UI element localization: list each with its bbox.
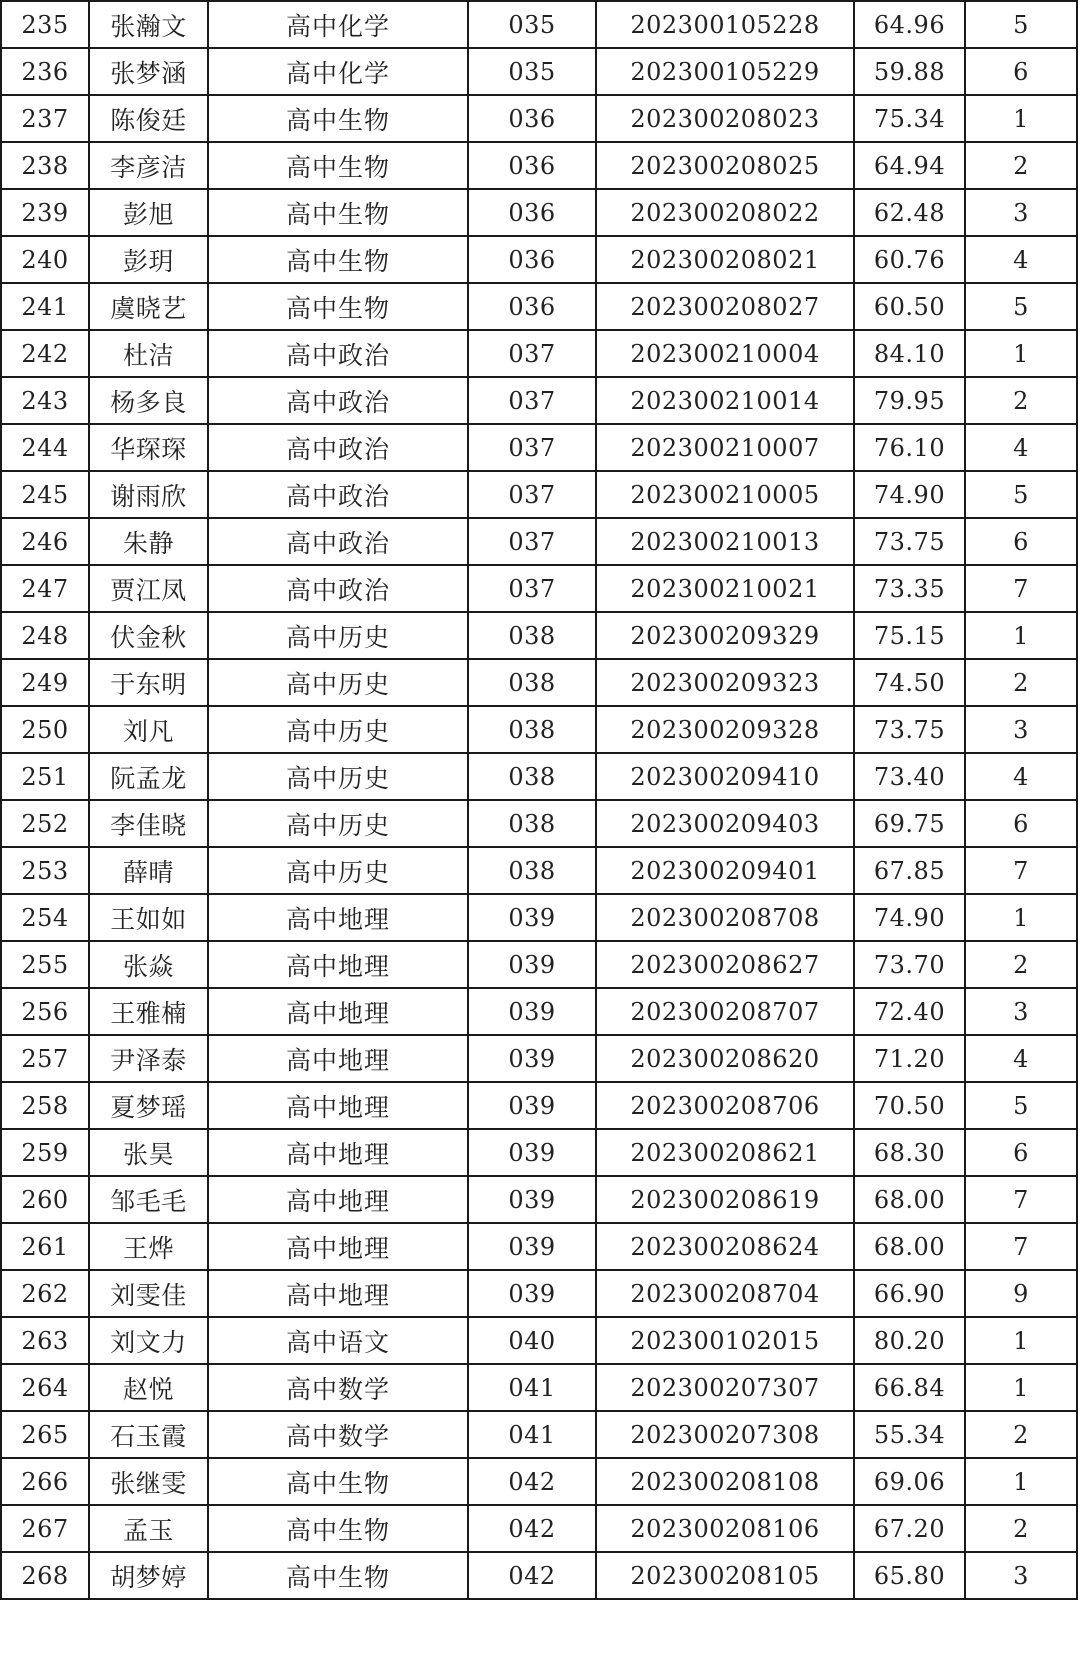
cell-position-code: 037 [468, 377, 596, 424]
cell-rank: 6 [965, 48, 1077, 95]
cell-exam-id: 202300208620 [596, 1035, 854, 1082]
cell-rank: 5 [965, 471, 1077, 518]
table-row [1, 95, 1077, 142]
cell-position-code: 036 [468, 189, 596, 236]
cell-score: 74.50 [854, 659, 965, 706]
cell-exam-id: 202300208027 [596, 283, 854, 330]
cell-name: 张瀚文 [89, 1, 208, 48]
table-row [1, 330, 1077, 377]
cell-exam-id: 202300208022 [596, 189, 854, 236]
cell-score: 60.50 [854, 283, 965, 330]
cell-name: 石玉霞 [89, 1411, 208, 1458]
cell-exam-id: 202300210021 [596, 565, 854, 612]
cell-score: 73.40 [854, 753, 965, 800]
table-row [1, 1317, 1077, 1364]
cell-name: 杜洁 [89, 330, 208, 377]
cell-seq-no: 261 [1, 1223, 89, 1270]
cell-seq-no: 251 [1, 753, 89, 800]
cell-subject: 高中地理 [208, 1082, 468, 1129]
cell-name: 李彦洁 [89, 142, 208, 189]
cell-position-code: 036 [468, 236, 596, 283]
cell-name: 王如如 [89, 894, 208, 941]
cell-rank: 2 [965, 941, 1077, 988]
cell-subject: 高中语文 [208, 1317, 468, 1364]
cell-score: 75.15 [854, 612, 965, 659]
table-row [1, 1505, 1077, 1552]
cell-seq-no: 248 [1, 612, 89, 659]
cell-score: 55.34 [854, 1411, 965, 1458]
cell-name: 孟玉 [89, 1505, 208, 1552]
cell-exam-id: 202300208105 [596, 1552, 854, 1599]
cell-position-code: 041 [468, 1364, 596, 1411]
cell-name: 伏金秋 [89, 612, 208, 659]
cell-subject: 高中生物 [208, 142, 468, 189]
cell-position-code: 039 [468, 1176, 596, 1223]
cell-position-code: 039 [468, 988, 596, 1035]
cell-score: 75.34 [854, 95, 965, 142]
cell-exam-id: 202300210013 [596, 518, 854, 565]
cell-rank: 2 [965, 142, 1077, 189]
table-row [1, 988, 1077, 1035]
table-row [1, 424, 1077, 471]
cell-rank: 7 [965, 847, 1077, 894]
cell-seq-no: 257 [1, 1035, 89, 1082]
cell-score: 72.40 [854, 988, 965, 1035]
cell-exam-id: 202300208708 [596, 894, 854, 941]
cell-name: 夏梦瑶 [89, 1082, 208, 1129]
table-row [1, 1552, 1077, 1599]
cell-rank: 2 [965, 1505, 1077, 1552]
cell-seq-no: 260 [1, 1176, 89, 1223]
table-row [1, 612, 1077, 659]
cell-subject: 高中生物 [208, 236, 468, 283]
cell-seq-no: 245 [1, 471, 89, 518]
cell-rank: 5 [965, 1, 1077, 48]
cell-subject: 高中历史 [208, 612, 468, 659]
cell-name: 张梦涵 [89, 48, 208, 95]
cell-score: 68.30 [854, 1129, 965, 1176]
cell-name: 彭玥 [89, 236, 208, 283]
cell-position-code: 038 [468, 800, 596, 847]
cell-name: 刘文力 [89, 1317, 208, 1364]
cell-name: 邹毛毛 [89, 1176, 208, 1223]
cell-seq-no: 246 [1, 518, 89, 565]
cell-exam-id: 202300209323 [596, 659, 854, 706]
cell-score: 68.00 [854, 1223, 965, 1270]
cell-name: 刘凡 [89, 706, 208, 753]
cell-position-code: 042 [468, 1458, 596, 1505]
cell-score: 67.85 [854, 847, 965, 894]
cell-position-code: 037 [468, 471, 596, 518]
cell-seq-no: 268 [1, 1552, 89, 1599]
cell-name: 张昊 [89, 1129, 208, 1176]
table-row [1, 48, 1077, 95]
cell-name: 王烨 [89, 1223, 208, 1270]
cell-rank: 6 [965, 1129, 1077, 1176]
cell-name: 王雅楠 [89, 988, 208, 1035]
table-row [1, 1223, 1077, 1270]
cell-exam-id: 202300105228 [596, 1, 854, 48]
cell-exam-id: 202300208619 [596, 1176, 854, 1223]
cell-seq-no: 264 [1, 1364, 89, 1411]
cell-seq-no: 243 [1, 377, 89, 424]
cell-seq-no: 254 [1, 894, 89, 941]
cell-name: 陈俊廷 [89, 95, 208, 142]
cell-seq-no: 262 [1, 1270, 89, 1317]
cell-rank: 6 [965, 800, 1077, 847]
cell-position-code: 039 [468, 1035, 596, 1082]
cell-exam-id: 202300209410 [596, 753, 854, 800]
cell-name: 张焱 [89, 941, 208, 988]
cell-exam-id: 202300207307 [596, 1364, 854, 1411]
cell-exam-id: 202300208707 [596, 988, 854, 1035]
cell-seq-no: 241 [1, 283, 89, 330]
cell-subject: 高中地理 [208, 1176, 468, 1223]
cell-subject: 高中数学 [208, 1364, 468, 1411]
cell-subject: 高中化学 [208, 1, 468, 48]
cell-seq-no: 263 [1, 1317, 89, 1364]
cell-exam-id: 202300210014 [596, 377, 854, 424]
cell-rank: 2 [965, 377, 1077, 424]
cell-rank: 7 [965, 1176, 1077, 1223]
cell-exam-id: 202300208023 [596, 95, 854, 142]
cell-rank: 1 [965, 95, 1077, 142]
cell-subject: 高中生物 [208, 1505, 468, 1552]
table-row [1, 1270, 1077, 1317]
cell-score: 69.75 [854, 800, 965, 847]
table-row [1, 941, 1077, 988]
cell-subject: 高中地理 [208, 941, 468, 988]
cell-score: 73.75 [854, 518, 965, 565]
cell-name: 尹泽泰 [89, 1035, 208, 1082]
cell-rank: 9 [965, 1270, 1077, 1317]
cell-subject: 高中生物 [208, 95, 468, 142]
cell-seq-no: 250 [1, 706, 89, 753]
cell-position-code: 041 [468, 1411, 596, 1458]
cell-position-code: 038 [468, 753, 596, 800]
cell-position-code: 038 [468, 706, 596, 753]
cell-subject: 高中地理 [208, 1129, 468, 1176]
cell-rank: 5 [965, 283, 1077, 330]
cell-score: 69.06 [854, 1458, 965, 1505]
cell-exam-id: 202300102015 [596, 1317, 854, 1364]
cell-subject: 高中生物 [208, 189, 468, 236]
cell-subject: 高中政治 [208, 330, 468, 377]
cell-score: 74.90 [854, 471, 965, 518]
cell-seq-no: 256 [1, 988, 89, 1035]
cell-name: 张继雯 [89, 1458, 208, 1505]
cell-seq-no: 252 [1, 800, 89, 847]
cell-score: 68.00 [854, 1176, 965, 1223]
cell-score: 66.90 [854, 1270, 965, 1317]
cell-score: 73.70 [854, 941, 965, 988]
cell-subject: 高中地理 [208, 1223, 468, 1270]
cell-seq-no: 258 [1, 1082, 89, 1129]
cell-score: 62.48 [854, 189, 965, 236]
cell-position-code: 036 [468, 95, 596, 142]
table-row [1, 1, 1077, 48]
cell-name: 虞晓艺 [89, 283, 208, 330]
cell-exam-id: 202300208106 [596, 1505, 854, 1552]
cell-rank: 7 [965, 565, 1077, 612]
cell-score: 73.75 [854, 706, 965, 753]
cell-rank: 3 [965, 988, 1077, 1035]
table-row [1, 1458, 1077, 1505]
cell-name: 赵悦 [89, 1364, 208, 1411]
cell-position-code: 036 [468, 283, 596, 330]
cell-exam-id: 202300208108 [596, 1458, 854, 1505]
cell-position-code: 039 [468, 1082, 596, 1129]
cell-exam-id: 202300105229 [596, 48, 854, 95]
cell-rank: 1 [965, 612, 1077, 659]
cell-rank: 1 [965, 894, 1077, 941]
cell-exam-id: 202300210004 [596, 330, 854, 377]
cell-rank: 3 [965, 189, 1077, 236]
cell-exam-id: 202300209329 [596, 612, 854, 659]
cell-seq-no: 267 [1, 1505, 89, 1552]
cell-exam-id: 202300210005 [596, 471, 854, 518]
cell-position-code: 035 [468, 1, 596, 48]
table-row [1, 1035, 1077, 1082]
cell-subject: 高中地理 [208, 894, 468, 941]
cell-name: 朱静 [89, 518, 208, 565]
cell-seq-no: 255 [1, 941, 89, 988]
cell-seq-no: 249 [1, 659, 89, 706]
cell-position-code: 039 [468, 1270, 596, 1317]
cell-rank: 2 [965, 659, 1077, 706]
cell-name: 胡梦婷 [89, 1552, 208, 1599]
table-row [1, 1411, 1077, 1458]
cell-exam-id: 202300210007 [596, 424, 854, 471]
cell-name: 李佳晓 [89, 800, 208, 847]
cell-score: 66.84 [854, 1364, 965, 1411]
cell-subject: 高中政治 [208, 565, 468, 612]
cell-subject: 高中政治 [208, 518, 468, 565]
table-row [1, 283, 1077, 330]
table-body [1, 1, 1077, 1599]
cell-position-code: 038 [468, 659, 596, 706]
cell-rank: 6 [965, 518, 1077, 565]
cell-rank: 1 [965, 330, 1077, 377]
cell-position-code: 038 [468, 612, 596, 659]
cell-score: 65.80 [854, 1552, 965, 1599]
cell-rank: 4 [965, 1035, 1077, 1082]
cell-seq-no: 239 [1, 189, 89, 236]
cell-position-code: 037 [468, 330, 596, 377]
cell-seq-no: 265 [1, 1411, 89, 1458]
cell-subject: 高中历史 [208, 706, 468, 753]
cell-rank: 2 [965, 1411, 1077, 1458]
cell-position-code: 037 [468, 424, 596, 471]
cell-name: 于东明 [89, 659, 208, 706]
cell-seq-no: 238 [1, 142, 89, 189]
cell-name: 贾江凤 [89, 565, 208, 612]
table-row [1, 565, 1077, 612]
cell-seq-no: 236 [1, 48, 89, 95]
cell-score: 73.35 [854, 565, 965, 612]
cell-score: 60.76 [854, 236, 965, 283]
cell-seq-no: 235 [1, 1, 89, 48]
cell-exam-id: 202300208704 [596, 1270, 854, 1317]
cell-subject: 高中化学 [208, 48, 468, 95]
table-row [1, 753, 1077, 800]
cell-score: 64.94 [854, 142, 965, 189]
cell-rank: 4 [965, 424, 1077, 471]
cell-position-code: 042 [468, 1505, 596, 1552]
cell-seq-no: 244 [1, 424, 89, 471]
cell-subject: 高中政治 [208, 471, 468, 518]
cell-subject: 高中历史 [208, 847, 468, 894]
table-row [1, 1129, 1077, 1176]
cell-seq-no: 242 [1, 330, 89, 377]
cell-score: 80.20 [854, 1317, 965, 1364]
cell-score: 74.90 [854, 894, 965, 941]
table-row [1, 471, 1077, 518]
cell-rank: 4 [965, 236, 1077, 283]
cell-score: 79.95 [854, 377, 965, 424]
cell-exam-id: 202300208621 [596, 1129, 854, 1176]
cell-name: 薛晴 [89, 847, 208, 894]
cell-position-code: 040 [468, 1317, 596, 1364]
table-row [1, 894, 1077, 941]
cell-subject: 高中历史 [208, 800, 468, 847]
table-row [1, 518, 1077, 565]
cell-subject: 高中生物 [208, 1552, 468, 1599]
cell-position-code: 042 [468, 1552, 596, 1599]
cell-seq-no: 266 [1, 1458, 89, 1505]
cell-subject: 高中地理 [208, 1035, 468, 1082]
cell-exam-id: 202300208627 [596, 941, 854, 988]
table-row [1, 377, 1077, 424]
cell-name: 杨多良 [89, 377, 208, 424]
cell-rank: 4 [965, 753, 1077, 800]
cell-seq-no: 259 [1, 1129, 89, 1176]
table-row [1, 236, 1077, 283]
cell-rank: 5 [965, 1082, 1077, 1129]
cell-subject: 高中历史 [208, 659, 468, 706]
cell-rank: 1 [965, 1458, 1077, 1505]
cell-exam-id: 202300208624 [596, 1223, 854, 1270]
cell-score: 70.50 [854, 1082, 965, 1129]
cell-score: 64.96 [854, 1, 965, 48]
table-row [1, 142, 1077, 189]
table-row [1, 800, 1077, 847]
table-row [1, 1176, 1077, 1223]
table-row [1, 659, 1077, 706]
cell-subject: 高中生物 [208, 283, 468, 330]
cell-name: 阮孟龙 [89, 753, 208, 800]
cell-subject: 高中地理 [208, 988, 468, 1035]
cell-score: 71.20 [854, 1035, 965, 1082]
cell-name: 华琛琛 [89, 424, 208, 471]
cell-seq-no: 253 [1, 847, 89, 894]
cell-position-code: 039 [468, 1223, 596, 1270]
table-row [1, 1082, 1077, 1129]
cell-subject: 高中政治 [208, 377, 468, 424]
cell-rank: 7 [965, 1223, 1077, 1270]
cell-score: 84.10 [854, 330, 965, 377]
cell-position-code: 035 [468, 48, 596, 95]
cell-position-code: 039 [468, 1129, 596, 1176]
cell-score: 67.20 [854, 1505, 965, 1552]
cell-rank: 3 [965, 1552, 1077, 1599]
cell-rank: 1 [965, 1317, 1077, 1364]
cell-score: 59.88 [854, 48, 965, 95]
table-row [1, 847, 1077, 894]
cell-exam-id: 202300208706 [596, 1082, 854, 1129]
cell-name: 彭旭 [89, 189, 208, 236]
cell-seq-no: 240 [1, 236, 89, 283]
cell-exam-id: 202300208021 [596, 236, 854, 283]
cell-exam-id: 202300207308 [596, 1411, 854, 1458]
cell-seq-no: 237 [1, 95, 89, 142]
cell-position-code: 037 [468, 565, 596, 612]
cell-position-code: 038 [468, 847, 596, 894]
cell-name: 谢雨欣 [89, 471, 208, 518]
cell-seq-no: 247 [1, 565, 89, 612]
table-row [1, 706, 1077, 753]
cell-rank: 1 [965, 1364, 1077, 1411]
cell-score: 76.10 [854, 424, 965, 471]
cell-exam-id: 202300209403 [596, 800, 854, 847]
table-row [1, 189, 1077, 236]
cell-name: 刘雯佳 [89, 1270, 208, 1317]
cell-subject: 高中生物 [208, 1458, 468, 1505]
cell-exam-id: 202300208025 [596, 142, 854, 189]
cell-position-code: 039 [468, 941, 596, 988]
cell-subject: 高中历史 [208, 753, 468, 800]
cell-exam-id: 202300209401 [596, 847, 854, 894]
cell-position-code: 037 [468, 518, 596, 565]
table-row [1, 1364, 1077, 1411]
cell-position-code: 039 [468, 894, 596, 941]
cell-rank: 3 [965, 706, 1077, 753]
cell-subject: 高中数学 [208, 1411, 468, 1458]
cell-subject: 高中政治 [208, 424, 468, 471]
cell-subject: 高中地理 [208, 1270, 468, 1317]
cell-position-code: 036 [468, 142, 596, 189]
cell-exam-id: 202300209328 [596, 706, 854, 753]
